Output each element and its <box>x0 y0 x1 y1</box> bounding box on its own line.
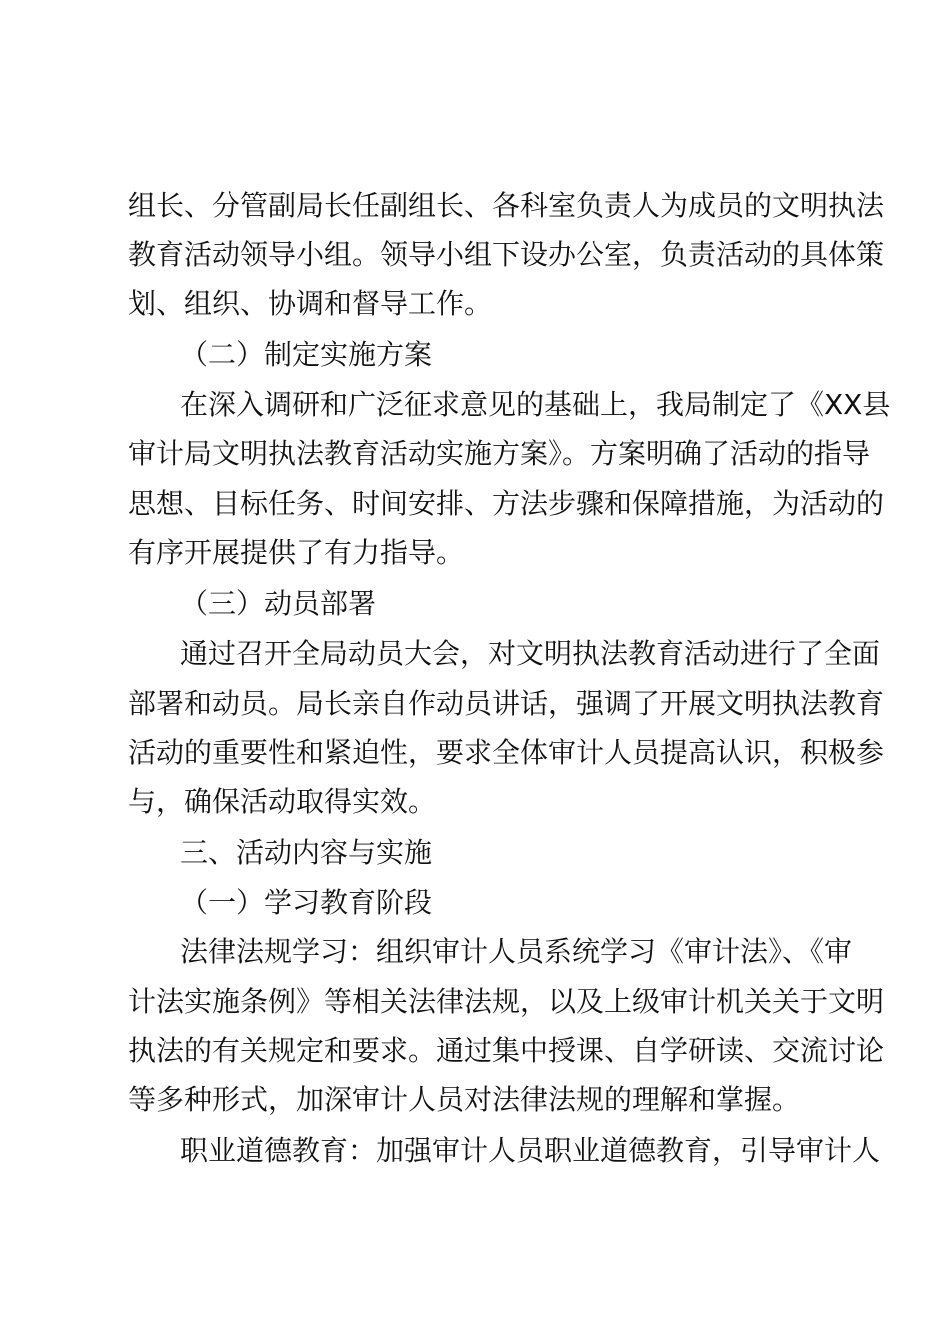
text-line-13: 与，确保活动取得实效。 <box>128 785 437 818</box>
section-heading-study: （一）学习教育阶段 <box>180 886 433 919</box>
chapter-heading-3: 三、活动内容与实施 <box>180 836 433 869</box>
text-line-3: 划、组织、协调和督导工作。 <box>128 287 493 320</box>
text-line-11: 部署和动员。局长亲自作动员讲话，强调了开展文明执法教育 <box>128 687 885 720</box>
paragraph-start-2: 通过召开全局动员大会，对文明执法教育活动进行了全面 <box>180 637 881 670</box>
paragraph-start-3: 法律法规学习：组织审计人员系统学习《审计法》、《审 <box>180 935 853 968</box>
section-heading-2: （二）制定实施方案 <box>180 338 433 371</box>
text-line-1: 组长、分管副局长任副组长、各科室负责人为成员的文明执法 <box>128 189 885 222</box>
text-line-7: 思想、目标任务、时间安排、方法步骤和保障措施，为活动的 <box>128 487 885 520</box>
text-line-19: 等多种形式，加深审计人员对法律法规的理解和掌握。 <box>128 1083 801 1116</box>
text-line-17: 计法实施条例》等相关法律法规，以及上级审计机关关于文明 <box>128 985 885 1018</box>
paragraph-start-1: 在深入调研和广泛征求意见的基础上，我局制定了《XX县 <box>180 388 891 421</box>
text-line-12: 活动的重要性和紧迫性，要求全体审计人员提高认识，积极参 <box>128 736 885 769</box>
paragraph-start-4: 职业道德教育：加强审计人员职业道德教育，引导审计人 <box>180 1134 881 1167</box>
text-line-6: 审计局文明执法教育活动实施方案》。方案明确了活动的指导 <box>128 437 871 470</box>
section-heading-3: （三）动员部署 <box>180 587 377 620</box>
text-line-18: 执法的有关规定和要求。通过集中授课、自学研读、交流讨论 <box>128 1034 885 1067</box>
text-line-8: 有序开展提供了有力指导。 <box>128 536 465 569</box>
text-line-2: 教育活动领导小组。领导小组下设办公室，负责活动的具体策 <box>128 238 885 271</box>
